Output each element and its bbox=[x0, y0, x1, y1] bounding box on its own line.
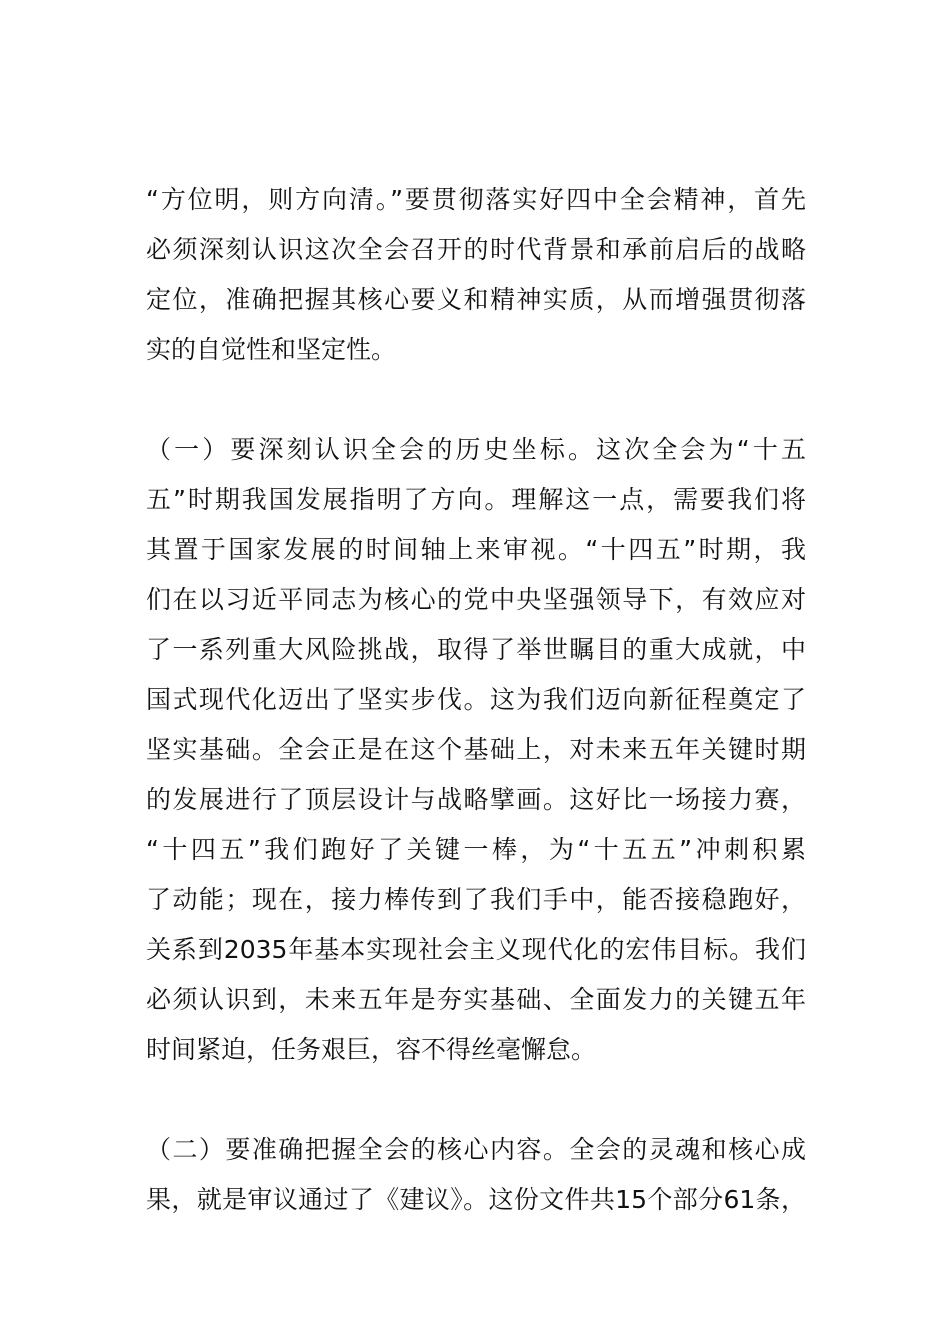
text-line: 必须深刻认识这次全会召开的时代背景和承前启后的战略 bbox=[146, 235, 806, 264]
text-line: 其置于国家发展的时间轴上来审视。“十四五”时期，我 bbox=[146, 535, 806, 564]
text-line: “方位明，则方向清。”要贯彻落实好四中全会精神，首先 bbox=[146, 185, 806, 214]
text-line: 关系到2035年基本实现社会主义现代化的宏伟目标。我们 bbox=[146, 935, 806, 964]
text-line: 的发展进行了顶层设计与战略擘画。这好比一场接力赛， bbox=[146, 785, 806, 814]
text-line: 国式现代化迈出了坚实步伐。这为我们迈向新征程奠定了 bbox=[146, 685, 806, 714]
text-line: 了动能；现在，接力棒传到了我们手中，能否接稳跑好， bbox=[146, 885, 806, 914]
text-line: 必须认识到，未来五年是夯实基础、全面发力的关键五年 bbox=[146, 985, 806, 1014]
text-line: 坚实基础。全会正是在这个基础上，对未来五年关键时期 bbox=[146, 735, 806, 764]
text-line: 定位，准确把握其核心要义和精神实质，从而增强贯彻落 bbox=[146, 285, 806, 314]
text-line: 果，就是审议通过了《建议》。这份文件共15个部分61条， bbox=[146, 1185, 806, 1214]
text-line: 实的自觉性和坚定性。 bbox=[146, 335, 397, 364]
text-line: （二）要准确把握全会的核心内容。全会的灵魂和核心成 bbox=[146, 1135, 806, 1164]
text-line: 了一系列重大风险挑战，取得了举世瞩目的重大成就，中 bbox=[146, 635, 806, 664]
text-line: 五”时期我国发展指明了方向。理解这一点，需要我们将 bbox=[146, 485, 806, 514]
text-line: “十四五”我们跑好了关键一棒，为“十五五”冲刺积累 bbox=[146, 835, 806, 864]
text-line: 们在以习近平同志为核心的党中央坚强领导下，有效应对 bbox=[146, 585, 806, 614]
text-line: （一）要深刻认识全会的历史坐标。这次全会为“十五 bbox=[146, 435, 806, 464]
text-line: 时间紧迫，任务艰巨，容不得丝毫懈怠。 bbox=[146, 1035, 597, 1064]
